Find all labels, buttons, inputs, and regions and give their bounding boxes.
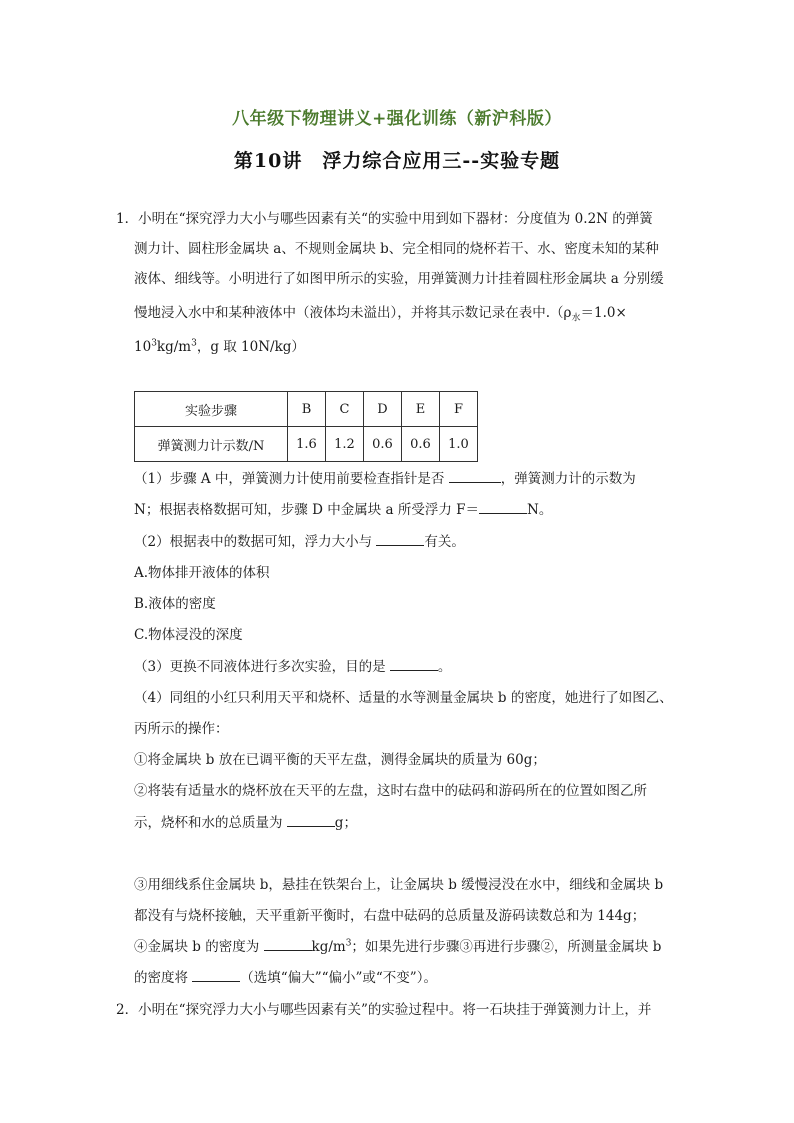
answer-blank[interactable] [390, 658, 438, 671]
answer-blank[interactable] [264, 938, 312, 951]
question-text: （2）根据表中的数据可知，浮力大小与 [134, 534, 377, 550]
part-4-line-1: （4）同组的小红只利用天平和烧杯、适量的水等测量金属块 b 的密度，她进行了如图乙、 [134, 690, 673, 706]
question-text: 有关。 [424, 534, 465, 550]
exponent: 3 [151, 338, 157, 349]
answer-blank[interactable] [287, 814, 335, 827]
question-1-line-1 [116, 210, 653, 228]
option-c: C.物体浸没的深度 [134, 627, 243, 643]
question-text: ，g 取 10N/kg） [196, 339, 305, 355]
table-value-cell: 1.0 [440, 427, 478, 462]
question-text: （1）步骤 A 中，弹簧测力计使用前要检查指针是否 [134, 471, 449, 487]
question-1-line-4 [134, 304, 627, 322]
question-text: N；根据表格数据可知，步骤 D 中金属块 a 所受浮力 F＝ [134, 502, 480, 518]
table-value-cell: 1.2 [326, 427, 364, 462]
step-1-line: ①将金属块 b 放在已调平衡的天平左盘，测得金属块的质量为 60g； [134, 752, 546, 768]
table-header-row [135, 392, 478, 427]
table-step-cell: F [440, 392, 478, 427]
step-2-line-1: ②将装有适量水的烧杯放在天平的左盘，这时右盘中的砝码和游码所在的位置如图乙所 [134, 783, 647, 799]
option-a: A.物体排开液体的体积 [134, 565, 270, 581]
question-1-line-5 [134, 338, 305, 356]
table-step-cell: B [288, 392, 326, 427]
question-text: ＝1.0× [580, 305, 627, 321]
data-table [134, 391, 478, 462]
rho-subscript: 水 [571, 313, 581, 324]
answer-blank[interactable] [192, 969, 240, 982]
question-1-line-2: 测力计、圆柱形金属块 a、不规则金属块 b、完全相同的烧杯若干、水、密度未知的某种 [134, 241, 659, 257]
table-step-cell: C [326, 392, 364, 427]
question-text: ④金属块 b 的密度为 [134, 939, 264, 955]
density-value: 10 [134, 339, 152, 355]
question-2-line-1 [116, 1001, 651, 1019]
answer-blank[interactable] [449, 470, 501, 483]
option-b: B.液体的密度 [134, 596, 216, 612]
lecture-title: 第10讲 浮力综合应用三--实验专题 [233, 150, 561, 172]
question-text: 。 [437, 659, 452, 675]
part-3-line [134, 658, 451, 676]
table-value-cell: 1.6 [288, 427, 326, 462]
part-4-line-2: 丙所示的操作： [134, 721, 229, 737]
unit: kg/m [156, 339, 192, 355]
question-text: ，弹簧测力计的示数为 [500, 471, 636, 487]
step-3-line-1: ③用细线系住金属块 b，悬挂在铁架台上，让金属块 b 缓慢浸没在水中，细线和金属块 b [134, 877, 664, 893]
step-4-line-2 [134, 969, 437, 987]
question-text: 慢地浸入水中和某种液体中（液体均未溢出），并将其示数记录在表中.（ρ [134, 305, 572, 321]
question-text: 小明在“探究浮力大小与哪些因素有关“的实验中用到如下器材：分度值为 0.2N 的弹簧 [138, 211, 653, 227]
table-value-cell: 0.6 [364, 427, 402, 462]
question-text: 的密度将 [134, 970, 193, 986]
exponent: 3 [191, 338, 197, 349]
unit: kg/m [311, 939, 346, 955]
part-1-line-1 [134, 470, 636, 488]
table-header-label: 实验步骤 [135, 392, 288, 427]
question-text: （3）更换不同液体进行多次实验，目的是 [134, 659, 390, 675]
table-row-label: 弹簧测力计示数/N [135, 427, 288, 462]
table-step-cell: D [364, 392, 402, 427]
series-title: 八年级下物理讲义+强化训练（新沪科版） [232, 109, 562, 129]
question-text: ；如果先进行步骤③再进行步骤②，所测量金属块 b [351, 939, 662, 955]
question-text: N。 [527, 502, 553, 518]
exponent: 3 [345, 938, 352, 949]
answer-blank[interactable] [479, 501, 527, 514]
table-row [135, 427, 478, 462]
question-1-line-3: 液体、细线等。小明进行了如图甲所示的实验，用弹簧测力计挂着圆柱形金属块 a 分别缓 [134, 271, 664, 287]
part-2-line [134, 533, 465, 551]
table-value-cell: 0.6 [402, 427, 440, 462]
step-3-line-2: 都没有与烧杯接触，天平重新平衡时，右盘中砝码的总质量及游码读数总和为 144g； [134, 908, 646, 924]
question-text: （选填“偏大”“偏小”或“不变”）。 [240, 970, 437, 986]
question-number: 1． [116, 211, 139, 227]
step-2-line-2 [134, 814, 357, 832]
answer-blank[interactable] [376, 533, 424, 546]
question-text: g； [334, 815, 357, 831]
step-4-line-1 [134, 938, 661, 956]
table-step-cell: E [402, 392, 440, 427]
question-text: 小明在“探究浮力大小与哪些因素有关”的实验过程中。将一石块挂于弹簧测力计上，并 [138, 1002, 652, 1018]
part-1-line-2 [134, 501, 552, 519]
question-number: 2． [116, 1002, 139, 1018]
question-text: 示，烧杯和水的总质量为 [134, 815, 287, 831]
